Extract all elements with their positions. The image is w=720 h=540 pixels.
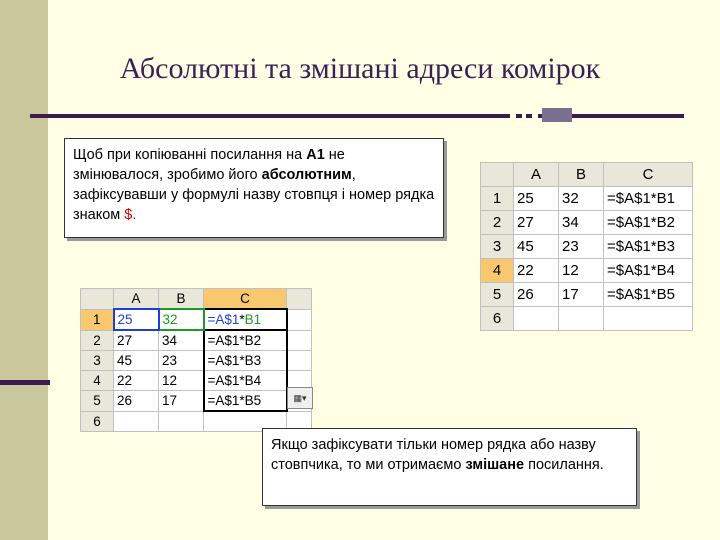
cell[interactable]: 45: [114, 351, 159, 371]
cell[interactable]: 26: [114, 391, 159, 412]
cell[interactable]: [287, 330, 312, 351]
note-text: , зафіксувавши у формулі назву стовпця і номер рядка знаком: [73, 167, 435, 223]
cell[interactable]: 27: [114, 330, 159, 351]
cell[interactable]: =A$1*B5: [204, 391, 287, 412]
corner-cell[interactable]: [81, 289, 114, 310]
note-text: Щоб при копіюванні посилання на: [73, 147, 307, 163]
note-absolute: [64, 138, 444, 238]
title-underline-dash: [526, 114, 532, 118]
row-header[interactable]: 3: [81, 351, 114, 371]
note-bold: змішане: [465, 457, 525, 473]
row-header[interactable]: 3: [481, 235, 514, 259]
column-header[interactable]: B: [159, 289, 204, 310]
formula-operator: *: [239, 312, 245, 327]
cell[interactable]: =$A$1*B2: [604, 211, 693, 235]
cell-active[interactable]: [204, 309, 287, 330]
column-header[interactable]: B: [559, 163, 604, 187]
note-text: не змінювалося, зробимо його: [73, 147, 345, 183]
cell[interactable]: [287, 309, 312, 330]
cell[interactable]: =$A$1*B1: [604, 187, 693, 211]
cell[interactable]: 12: [559, 259, 604, 283]
left-decor-rule: [0, 380, 50, 385]
row-header[interactable]: 6: [481, 307, 514, 331]
title-underline-dash: [516, 114, 522, 118]
cell[interactable]: 17: [559, 283, 604, 307]
row-header[interactable]: 2: [481, 211, 514, 235]
cell[interactable]: =A$1*B3: [204, 351, 287, 371]
title-underline-end: [538, 108, 684, 124]
cell[interactable]: [114, 411, 159, 432]
cell[interactable]: [159, 411, 204, 432]
cell[interactable]: 25: [514, 187, 559, 211]
row-header[interactable]: 4: [481, 259, 514, 283]
row-header[interactable]: 1: [81, 309, 114, 330]
cell[interactable]: [287, 351, 312, 371]
note-mixed: [262, 428, 637, 506]
formula-ref-a: =A$1: [207, 312, 240, 327]
row-header[interactable]: 5: [81, 391, 114, 412]
cell[interactable]: =A$1*B2: [204, 330, 287, 351]
spreadsheet-mixed: [80, 288, 312, 432]
autofill-options-icon[interactable]: ▦▾: [287, 387, 313, 409]
cell[interactable]: =$A$1*B5: [604, 283, 693, 307]
note-text: Якщо зафіксувати тільки номер рядка або назву стовпчика, то ми отримаємо: [271, 437, 596, 473]
cell[interactable]: 34: [159, 330, 204, 351]
column-header[interactable]: A: [514, 163, 559, 187]
note-bold: абсолютним: [261, 167, 352, 183]
row-header[interactable]: 1: [481, 187, 514, 211]
cell[interactable]: [514, 307, 559, 331]
row-header[interactable]: 6: [81, 411, 114, 432]
row-header[interactable]: 4: [81, 371, 114, 391]
cell[interactable]: 17: [159, 391, 204, 412]
row-header[interactable]: 2: [81, 330, 114, 351]
cell[interactable]: 12: [159, 371, 204, 391]
cell[interactable]: [559, 307, 604, 331]
note-dollar: $.: [124, 207, 137, 223]
cell[interactable]: 34: [559, 211, 604, 235]
page-title: Абсолютні та змішані адреси комірок: [119, 52, 601, 85]
cell[interactable]: 27: [514, 211, 559, 235]
column-header[interactable]: C: [204, 289, 287, 310]
cell[interactable]: 22: [114, 371, 159, 391]
cell[interactable]: =$A$1*B4: [604, 259, 693, 283]
cell[interactable]: =$A$1*B3: [604, 235, 693, 259]
cell[interactable]: 23: [159, 351, 204, 371]
formula-ref-b: B1: [244, 312, 262, 327]
cell[interactable]: 32: [559, 187, 604, 211]
note-bold: A1: [306, 147, 325, 163]
cell-b1-referenced[interactable]: 32: [159, 309, 204, 330]
title-underline: [30, 114, 510, 118]
corner-cell[interactable]: [481, 163, 514, 187]
cell[interactable]: 45: [514, 235, 559, 259]
row-header[interactable]: 5: [481, 283, 514, 307]
cell[interactable]: 26: [514, 283, 559, 307]
spreadsheet-absolute: [480, 162, 693, 331]
cell[interactable]: 23: [559, 235, 604, 259]
cell[interactable]: [604, 307, 693, 331]
cell-a1-referenced[interactable]: 25: [114, 309, 159, 330]
column-header[interactable]: C: [604, 163, 693, 187]
column-header-next[interactable]: [287, 289, 312, 310]
column-header[interactable]: A: [114, 289, 159, 310]
cell[interactable]: 22: [514, 259, 559, 283]
cell[interactable]: =A$1*B4: [204, 371, 287, 391]
note-text: посилання.: [524, 457, 604, 473]
